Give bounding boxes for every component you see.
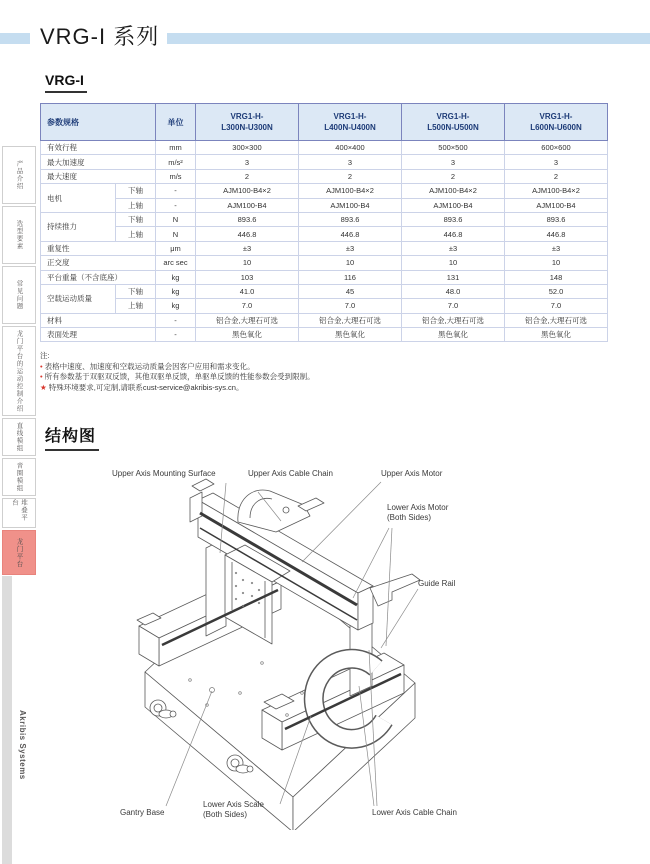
- value-cell: 2: [299, 169, 402, 183]
- value-cell: AJM100-B4: [196, 198, 299, 212]
- value-cell: 2: [402, 169, 505, 183]
- param-label: 持续推力: [41, 212, 116, 241]
- sidebar-tab-4[interactable]: 龙门平台的运动控制介绍: [2, 326, 36, 416]
- unit-cell: kg: [156, 284, 196, 298]
- unit-cell: kg: [156, 270, 196, 284]
- diagram-label-upper-axis-motor: Upper Axis Motor: [381, 469, 443, 478]
- unit-cell: mm: [156, 141, 196, 155]
- axis-label: 上轴: [116, 299, 156, 313]
- value-cell: 3: [402, 155, 505, 169]
- value-cell: 400×400: [299, 141, 402, 155]
- notes-prefix: 注:: [40, 351, 50, 360]
- value-cell: 446.8: [505, 227, 608, 241]
- value-cell: 52.0: [505, 284, 608, 298]
- diagram-label-guide-rail: Guide Rail: [418, 579, 456, 588]
- table-row: [41, 270, 608, 284]
- table-row: [41, 284, 608, 298]
- unit-cell: m/s²: [156, 155, 196, 169]
- title-bar-left: [0, 33, 30, 44]
- unit-cell: N: [156, 227, 196, 241]
- unit-cell: m/s: [156, 169, 196, 183]
- value-cell: AJM100-B4: [299, 198, 402, 212]
- axis-label: 下轴: [116, 184, 156, 198]
- title-bar-right: [167, 33, 650, 44]
- value-cell: 600×600: [505, 141, 608, 155]
- gantry-drawing: [40, 458, 620, 830]
- value-cell: 893.6: [402, 212, 505, 226]
- note-line: • 表格中速度、加速度和空载运动质量会因客户应用和需求变化。: [40, 361, 255, 371]
- table-row: [41, 227, 608, 241]
- value-cell: AJM100-B4×2: [402, 184, 505, 198]
- sidebar-tab-7[interactable]: 堆叠平台: [2, 498, 36, 528]
- table-row: [41, 328, 608, 342]
- axis-label: 上轴: [116, 198, 156, 212]
- value-cell: 446.8: [196, 227, 299, 241]
- axis-label: 上轴: [116, 227, 156, 241]
- value-cell: 10: [196, 256, 299, 270]
- unit-cell: -: [156, 328, 196, 342]
- sidebar-tab-5[interactable]: 直线模组: [2, 418, 36, 456]
- brand-vertical-text: Akribis Systems: [18, 710, 27, 780]
- value-cell: 893.6: [196, 212, 299, 226]
- value-cell: ±3: [196, 241, 299, 255]
- value-cell: ±3: [505, 241, 608, 255]
- title-row: [0, 20, 650, 52]
- param-label: 平台重量（不含底座）: [41, 270, 156, 284]
- value-cell: 45: [299, 284, 402, 298]
- value-cell: 7.0: [299, 299, 402, 313]
- value-cell: 铝合金,大理石可选: [402, 313, 505, 327]
- table-row: [41, 241, 608, 255]
- value-cell: 10: [402, 256, 505, 270]
- param-label: 重复性: [41, 241, 156, 255]
- param-label: 有效行程: [41, 141, 156, 155]
- value-cell: 黑色氧化: [402, 328, 505, 342]
- value-cell: 7.0: [505, 299, 608, 313]
- diagram-label-gantry-base: Gantry Base: [120, 808, 165, 817]
- value-cell: 3: [299, 155, 402, 169]
- value-cell: 446.8: [299, 227, 402, 241]
- value-cell: 铝合金,大理石可选: [505, 313, 608, 327]
- page-title: VRG-I 系列: [40, 24, 160, 49]
- spec-table-header: [41, 104, 608, 141]
- value-cell: 116: [299, 270, 402, 284]
- table-row: [41, 155, 608, 169]
- param-label: 电机: [41, 184, 116, 213]
- sidebar-tab-1[interactable]: 产品介绍: [2, 146, 36, 204]
- col-header-param: 参数规格: [41, 104, 156, 141]
- diagram-label-lower-axis-motor: Lower Axis Motor (Both Sides): [387, 503, 449, 522]
- value-cell: 131: [402, 270, 505, 284]
- unit-cell: N: [156, 212, 196, 226]
- param-label: 表面处理: [41, 328, 156, 342]
- diagram-label-lower-axis-scale: Lower Axis Scale (Both Sides): [203, 800, 264, 819]
- unit-cell: kg: [156, 299, 196, 313]
- value-cell: 3: [196, 155, 299, 169]
- table-row: [41, 313, 608, 327]
- col-header-model-2: VRG1-H- L400N-U400N: [299, 104, 402, 141]
- spec-table: [40, 103, 608, 342]
- col-header-model-1: VRG1-H- L300N-U300N: [196, 104, 299, 141]
- value-cell: 103: [196, 270, 299, 284]
- note-line: ★ 特殊环境要求,可定制,请联系cust-service@akribis-sys.cn。: [40, 382, 244, 392]
- note-line: • 所有参数基于双驱双反馈，其他双驱单反馈，单驱单反馈的性能参数会受到限制。: [40, 372, 315, 381]
- unit-cell: μm: [156, 241, 196, 255]
- value-cell: 10: [299, 256, 402, 270]
- param-label: 最大速度: [41, 169, 156, 183]
- table-row: [41, 169, 608, 183]
- value-cell: 893.6: [505, 212, 608, 226]
- unit-cell: -: [156, 198, 196, 212]
- diagram-label-upper-axis-cable-chain: Upper Axis Cable Chain: [248, 469, 333, 478]
- value-cell: 黑色氧化: [299, 328, 402, 342]
- value-cell: 10: [505, 256, 608, 270]
- value-cell: 黑色氧化: [196, 328, 299, 342]
- param-label: 材料: [41, 313, 156, 327]
- value-cell: AJM100-B4: [505, 198, 608, 212]
- table-row: [41, 212, 608, 226]
- value-cell: AJM100-B4×2: [505, 184, 608, 198]
- value-cell: 148: [505, 270, 608, 284]
- value-cell: 446.8: [402, 227, 505, 241]
- value-cell: 48.0: [402, 284, 505, 298]
- section-heading-structure: 结构图: [45, 423, 99, 451]
- value-cell: AJM100-B4×2: [196, 184, 299, 198]
- value-cell: AJM100-B4×2: [299, 184, 402, 198]
- value-cell: ±3: [402, 241, 505, 255]
- param-label: 最大加速度: [41, 155, 156, 169]
- sidebar-strip: [2, 576, 12, 864]
- sidebar-tab-3[interactable]: 常见问题: [2, 266, 36, 324]
- unit-cell: arc sec: [156, 256, 196, 270]
- param-label: 正交度: [41, 256, 156, 270]
- bullet-icon: •: [40, 361, 43, 371]
- section-heading-vrg-i: VRG-I: [45, 72, 87, 93]
- sidebar-tab-2[interactable]: 选型要素: [2, 206, 36, 264]
- col-header-unit: 单位: [156, 104, 196, 141]
- col-header-model-3: VRG1-H- L500N-U500N: [402, 104, 505, 141]
- value-cell: ±3: [299, 241, 402, 255]
- value-cell: 铝合金,大理石可选: [196, 313, 299, 327]
- bullet-icon: •: [40, 372, 43, 381]
- value-cell: 41.0: [196, 284, 299, 298]
- param-label: 空载运动质量: [41, 284, 116, 313]
- value-cell: 2: [505, 169, 608, 183]
- col-header-model-4: VRG1-H- L600N-U600N: [505, 104, 608, 141]
- value-cell: 3: [505, 155, 608, 169]
- table-notes: [40, 351, 315, 393]
- diagram-label-upper-axis-mounting-surface: Upper Axis Mounting Surface: [112, 469, 216, 478]
- table-row: [41, 141, 608, 155]
- star-icon: ★: [40, 382, 47, 392]
- sidebar: [0, 0, 38, 864]
- diagram-label-lower-axis-cable-chain: Lower Axis Cable Chain: [372, 808, 457, 817]
- table-row: [41, 184, 608, 198]
- value-cell: 铝合金,大理石可选: [299, 313, 402, 327]
- value-cell: 893.6: [299, 212, 402, 226]
- table-row: [41, 198, 608, 212]
- value-cell: 黑色氧化: [505, 328, 608, 342]
- value-cell: 300×300: [196, 141, 299, 155]
- spec-table-body: [41, 141, 608, 342]
- axis-label: 下轴: [116, 284, 156, 298]
- table-row: [41, 299, 608, 313]
- structure-diagram: [40, 458, 620, 830]
- axis-label: 下轴: [116, 212, 156, 226]
- value-cell: 2: [196, 169, 299, 183]
- sidebar-tab-8[interactable]: 龙门平台: [2, 530, 36, 575]
- value-cell: 7.0: [196, 299, 299, 313]
- sidebar-tab-6[interactable]: 音圈模组: [2, 458, 36, 496]
- table-row: [41, 256, 608, 270]
- value-cell: 7.0: [402, 299, 505, 313]
- value-cell: 500×500: [402, 141, 505, 155]
- value-cell: AJM100-B4: [402, 198, 505, 212]
- unit-cell: -: [156, 313, 196, 327]
- unit-cell: -: [156, 184, 196, 198]
